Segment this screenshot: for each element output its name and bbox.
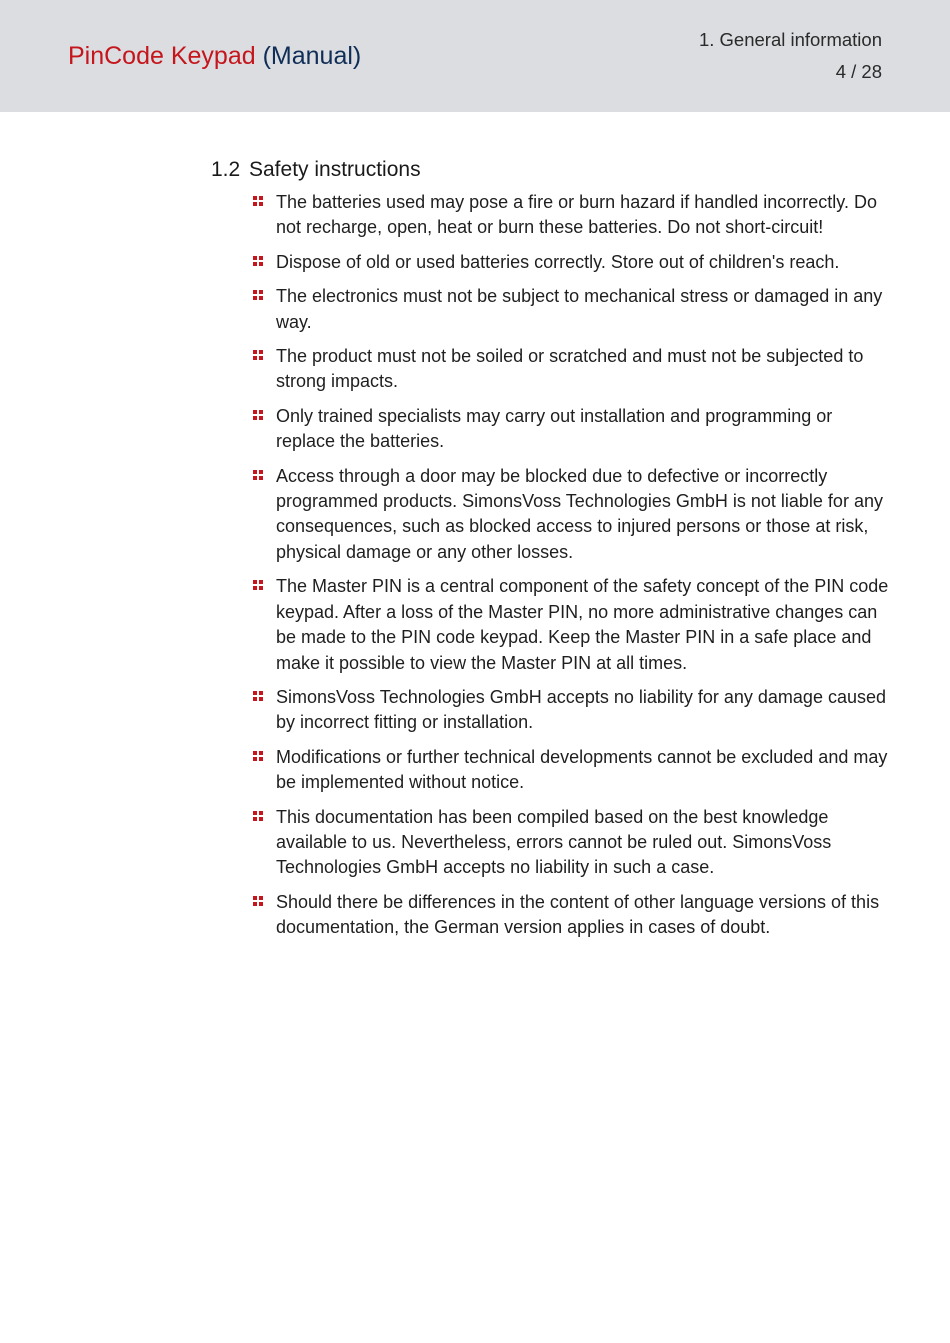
list-item bbox=[253, 284, 893, 335]
list-item bbox=[253, 344, 893, 395]
list-item-text: Dispose of old or used batteries correctly. Store out of children's reach. bbox=[276, 251, 840, 272]
list-item-text: SimonsVoss Technologies GmbH accepts no liability for any damage caused by incorrect fitting or installation. bbox=[276, 686, 886, 733]
bullet-icon bbox=[253, 196, 264, 207]
bullet-icon bbox=[253, 580, 264, 591]
section-heading bbox=[211, 156, 421, 184]
document-title-product: PinCode Keypad bbox=[68, 42, 256, 70]
bullet-icon bbox=[253, 896, 264, 907]
list-item bbox=[253, 404, 893, 455]
safety-instructions-list bbox=[253, 190, 893, 950]
bullet-icon bbox=[253, 811, 264, 822]
list-item-text: This documentation has been compiled based on the best knowledge available to us. Nevertheless, errors cannot be ruled out. SimonsVoss Technologies GmbH accepts no liability in such a case. bbox=[276, 806, 832, 878]
page-number: 4 / 28 bbox=[835, 61, 882, 82]
list-item bbox=[253, 890, 893, 941]
page-header bbox=[0, 0, 950, 112]
section-number: 1.2 bbox=[211, 158, 241, 181]
list-item-text: Should there be differences in the content of other language versions of this documentation, the German version applies in cases of doubt. bbox=[276, 891, 880, 938]
list-item bbox=[253, 805, 893, 881]
list-item-text: The electronics must not be subject to mechanical stress or damaged in any way. bbox=[276, 286, 883, 332]
list-item bbox=[253, 574, 893, 676]
list-item-text: The Master PIN is a central component of the safety concept of the PIN code keypad. After a loss of the Master PIN, no more administrative changes can be made to the PIN code keypad. Keep the Master PIN in a safe place and make it possible to view the Master PIN at all times. bbox=[276, 576, 889, 673]
list-item bbox=[253, 250, 893, 275]
list-item bbox=[253, 464, 893, 566]
list-item bbox=[253, 190, 893, 241]
list-item bbox=[253, 685, 893, 736]
list-item-text: Only trained specialists may carry out installation and programming or replace the batteries. bbox=[276, 405, 833, 452]
document-title-kind: (Manual) bbox=[262, 42, 362, 70]
list-item-text: The batteries used may pose a fire or burn hazard if handled incorrectly. Do not recharge, open, heat or burn these batteries. Do not short-circuit! bbox=[276, 192, 877, 238]
list-item-text: Access through a door may be blocked due to defective or incorrectly programmed products. SimonsVoss Technologies GmbH is not liable for any consequences, such as blocked access to injured persons or those at risk, physical damage or any other losses. bbox=[276, 465, 883, 562]
list-item bbox=[253, 745, 893, 796]
bullet-icon bbox=[253, 470, 264, 481]
document-title bbox=[68, 40, 361, 72]
bullet-icon bbox=[253, 290, 264, 301]
bullet-icon bbox=[253, 751, 264, 762]
bullet-icon bbox=[253, 350, 264, 361]
chapter-label: 1. General information bbox=[698, 29, 882, 50]
list-item-text: The product must not be soiled or scratched and must not be subjected to strong impacts. bbox=[276, 346, 864, 392]
section-title: Safety instructions bbox=[249, 158, 421, 181]
bullet-icon bbox=[253, 410, 264, 421]
list-item-text: Modifications or further technical developments cannot be excluded and may be implemented without notice. bbox=[276, 746, 888, 793]
bullet-icon bbox=[253, 256, 264, 267]
bullet-icon bbox=[253, 691, 264, 702]
